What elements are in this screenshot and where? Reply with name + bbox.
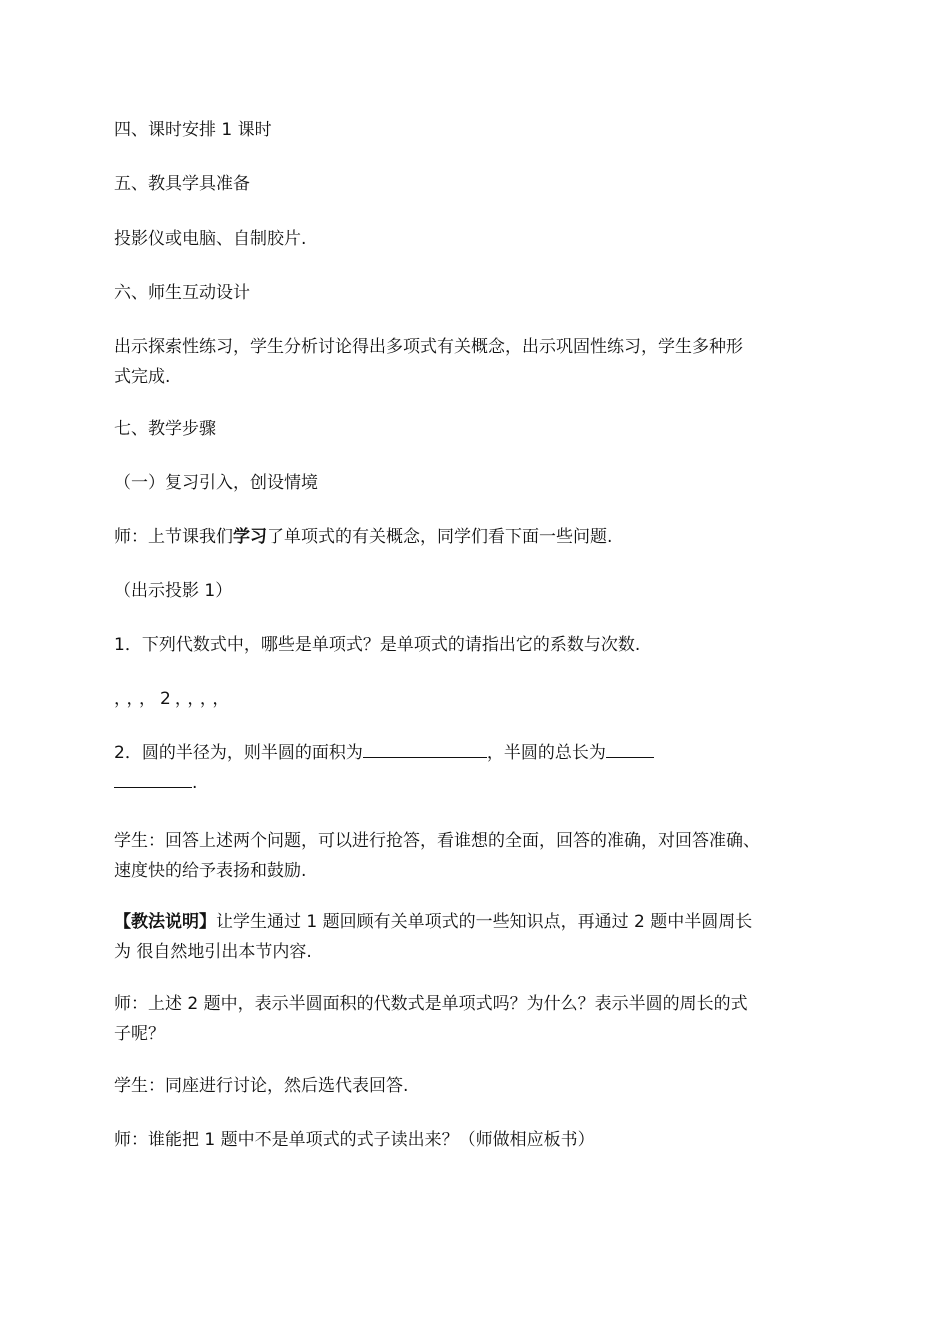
interaction-line-2: 式完成. (114, 367, 171, 387)
section-heading-7: 七、教学步骤 (114, 419, 216, 439)
section-heading-5: 五、教具学具准备 (114, 174, 250, 194)
teacher-text-pre: 师：上节课我们 (114, 527, 233, 547)
question-2-end: . (192, 773, 198, 793)
step-heading-1: （一）复习引入，创设情境 (114, 473, 318, 493)
teacher-text-post: 了单项式的有关概念，同学们看下面一些问题. (267, 527, 613, 547)
section-heading-4: 四、课时安排 1 课时 (114, 120, 272, 140)
answer-blank-area (363, 739, 487, 758)
interaction-paragraph (114, 332, 844, 392)
student-paragraph-1 (114, 826, 844, 886)
question-2-text-2: ，半圆的总长为 (486, 743, 606, 763)
question-1-expressions: ，，，2，，，， (114, 689, 234, 709)
projection-note: （出示投影 1） (114, 581, 233, 601)
tools-paragraph: 投影仪或电脑、自制胶片. (114, 229, 307, 249)
answer-blank-length-part2 (114, 769, 192, 788)
teacher2-line-1: 师：上述 2 题中，表示半圆面积的代数式是单项式吗？为什么？表示半圆的周长的式 (114, 994, 748, 1014)
method-note (114, 907, 844, 967)
teacher2-line-2: 子呢？ (114, 1024, 165, 1044)
question-2-text-1: 2．圆的半径为，则半圆的面积为 (114, 743, 363, 763)
student-line-1: 学生：回答上述两个问题，可以进行抢答，看谁想的全面，回答的准确，对回答准确、 (114, 831, 760, 851)
section-heading-6: 六、师生互动设计 (114, 283, 250, 303)
answer-blank-length-part1 (606, 739, 654, 758)
method-line-1: 让学生通过 1 题回顾有关单项式的一些知识点，再通过 2 题中半圆周长 (216, 912, 753, 932)
method-label: 【教法说明】 (114, 912, 216, 932)
teacher-text-bold: 学习 (233, 527, 267, 547)
student-line-2: 速度快的给予表扬和鼓励. (114, 861, 307, 881)
question-2 (114, 738, 844, 798)
question-1: 1．下列代数式中，哪些是单项式？是单项式的请指出它的系数与次数. (114, 635, 641, 655)
student-paragraph-2: 学生：同座进行讨论，然后选代表回答. (114, 1076, 409, 1096)
interaction-line-1: 出示探索性练习，学生分析讨论得出多项式有关概念，出示巩固性练习，学生多种形 (114, 337, 743, 357)
teacher-paragraph-2 (114, 989, 844, 1049)
teacher-paragraph-3: 师：谁能把 1 题中不是单项式的式子读出来？（师做相应板书） (114, 1130, 595, 1150)
teacher-paragraph-1 (114, 522, 844, 552)
method-line-2: 为 很自然地引出本节内容. (114, 942, 312, 962)
